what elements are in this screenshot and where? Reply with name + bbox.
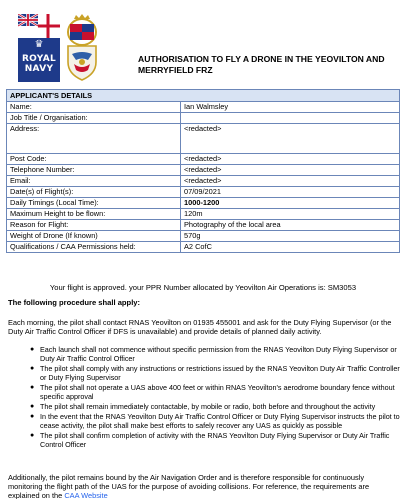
- document-title: AUTHORISATION TO FLY A DRONE IN THE YEOVILTON AND MERRYFIELD FRZ: [138, 54, 385, 75]
- bullet-icon: ●: [30, 432, 35, 439]
- table-row: [7, 242, 400, 253]
- table-row: [7, 198, 400, 209]
- table-heading: APPLICANT'S DETAILS: [7, 90, 400, 102]
- row-label-flight-dates: Date(s) of Flight(s):: [7, 187, 181, 198]
- table-row: [7, 231, 400, 242]
- document-header: [0, 0, 404, 88]
- rnas-yeovilton-crest-icon: [62, 14, 102, 84]
- list-item: [30, 383, 402, 401]
- table-row: [7, 124, 400, 154]
- rule-text: The pilot shall remain immediately contactable, by mobile or radio, both before and throughout the activity: [40, 402, 376, 411]
- row-value-daily-timings: 1000-1200: [181, 198, 400, 209]
- rule-text: The pilot shall confirm completion of activity with the RNAS Yeovilton Duty Flying Supervisor or Duty Air Traffic Control Officer: [40, 431, 390, 449]
- rule-text: The pilot shall comply with any instructions or restrictions issued by the RNAS Yeovilton Duty Air Traffic Controller or Duty Flying Supervisor: [40, 364, 400, 382]
- table-row: [7, 220, 400, 231]
- row-label-reason: Reason for Flight:: [7, 220, 181, 231]
- table-row: [7, 187, 400, 198]
- row-label-drone-weight: Weight of Drone (If known): [7, 231, 181, 242]
- bullet-icon: ●: [30, 384, 35, 391]
- royal-navy-logo-text: ROYAL NAVY: [21, 54, 57, 74]
- closing-text: Additionally, the pilot remains bound by the Air Navigation Order and is therefore responsible for continuously monitoring the flight path of the UAS for the purpose of avoiding collisions. For reference, the requirements are explained on the: [8, 473, 370, 499]
- rule-text: Each launch shall not commence without specific permission from the RNAS Yeovilton Duty Flying Supervisor or Duty Air Traffic Control Officer: [40, 345, 397, 363]
- applicant-details-table: [6, 89, 400, 253]
- row-value-flight-dates: 07/09/2021: [181, 187, 400, 198]
- row-value-reason: Photography of the local area: [181, 220, 400, 231]
- row-value-name: Ian Walmsley: [181, 102, 400, 113]
- bullet-icon: ●: [30, 346, 35, 353]
- procedure-rules-list: [30, 345, 402, 450]
- caa-website-link[interactable]: CAA Website: [64, 491, 108, 499]
- row-value-email: <redacted>: [181, 176, 400, 187]
- table-heading-row: [7, 90, 400, 102]
- list-item: [30, 431, 402, 449]
- royal-navy-logo: [18, 14, 60, 82]
- table-row: [7, 102, 400, 113]
- row-value-job-title: [181, 113, 400, 124]
- table-row: [7, 209, 400, 220]
- row-value-post-code: <redacted>: [181, 154, 400, 165]
- row-value-max-height: 120m: [181, 209, 400, 220]
- table-row: [7, 154, 400, 165]
- list-item: [30, 402, 402, 411]
- row-label-name: Name:: [7, 102, 181, 113]
- row-label-telephone: Telephone Number:: [7, 165, 181, 176]
- crown-icon: ♛: [34, 39, 44, 50]
- list-item: [30, 364, 402, 382]
- row-value-drone-weight: 570g: [181, 231, 400, 242]
- row-label-post-code: Post Code:: [7, 154, 181, 165]
- table-row: [7, 165, 400, 176]
- rule-text: The pilot shall not operate a UAS above 400 feet or within RNAS Yeovilton's aerodrome boundary fence without specific approval: [40, 383, 395, 401]
- row-value-telephone: <redacted>: [181, 165, 400, 176]
- bullet-icon: ●: [30, 365, 35, 372]
- list-item: [30, 345, 402, 363]
- row-label-max-height: Maximum Height to be flown:: [7, 209, 181, 220]
- row-label-email: Email:: [7, 176, 181, 187]
- bullet-icon: ●: [30, 413, 35, 420]
- row-label-qualifications: Qualifications / CAA Permissions held:: [7, 242, 181, 253]
- row-value-address: <redacted>: [181, 124, 400, 154]
- intro-paragraph: Each morning, the pilot shall contact RNAS Yeovilton on 01935 455001 and ask for the Duty Flying Supervisor (or the Duty Air Traffic Control Officer if DFS is unavailable) and provide details of planned daily activity.: [8, 318, 392, 336]
- row-value-qualifications: A2 CofC: [181, 242, 400, 253]
- row-label-daily-timings: Daily Timings (Local Time):: [7, 198, 181, 209]
- list-item: [30, 412, 402, 430]
- rule-text: In the event that the RNAS Yeovilton Duty Air Traffic Control Officer or Duty Flying Supervisor instructs the pilot to cease activity, the pilot shall make best efforts to safely recover any UAS as quickly as possible: [40, 412, 400, 430]
- row-label-job-title: Job Title / Organisation:: [7, 113, 181, 124]
- bullet-icon: ●: [30, 403, 35, 410]
- row-label-address: Address:: [7, 124, 181, 154]
- table-row: [7, 176, 400, 187]
- closing-paragraph: [8, 473, 400, 499]
- approval-statement: Your flight is approved. your PPR Number allocated by Yeovilton Air Operations is: SM3053: [49, 283, 357, 292]
- procedure-heading: The following procedure shall apply:: [8, 298, 141, 307]
- white-ensign-icon: [18, 14, 60, 38]
- table-row: [7, 113, 400, 124]
